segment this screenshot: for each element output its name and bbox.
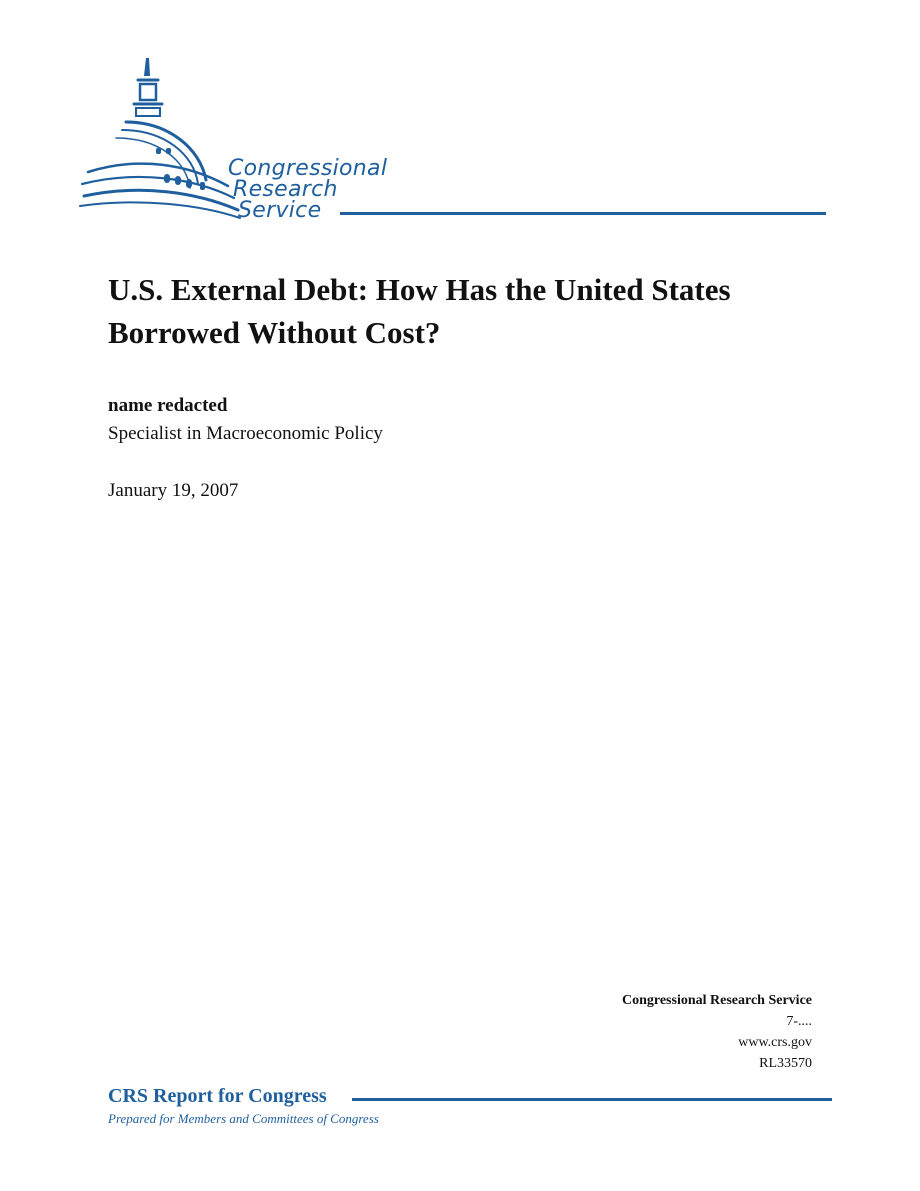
capitol-dome-icon (78, 52, 258, 222)
crs-org-name: Congressional Research Service (621, 993, 812, 1008)
logo-line-research: Research (233, 177, 338, 202)
crs-report-number: RL33570 (759, 1056, 812, 1071)
crs-logo (78, 52, 838, 227)
crs-code: 7-.... (786, 1014, 812, 1029)
report-date: January 19, 2007 (108, 480, 239, 501)
logo-line-congressional: Congressional (228, 156, 388, 181)
footer-title: CRS Report for Congress (108, 1085, 327, 1107)
logo-line-service: Service (238, 198, 322, 223)
author-role: Specialist in Macroeconomic Policy (108, 423, 383, 444)
crs-website: www.crs.gov (738, 1035, 812, 1050)
footer-subtitle: Prepared for Members and Committees of Congress (108, 1111, 379, 1126)
logo-rule (340, 212, 826, 215)
report-title: U.S. External Debt: How Has the United States Borrowed Without Cost? (108, 272, 731, 350)
footer-rule (352, 1098, 832, 1101)
author-name: name redacted (108, 395, 228, 416)
crs-info-block (622, 990, 812, 1074)
